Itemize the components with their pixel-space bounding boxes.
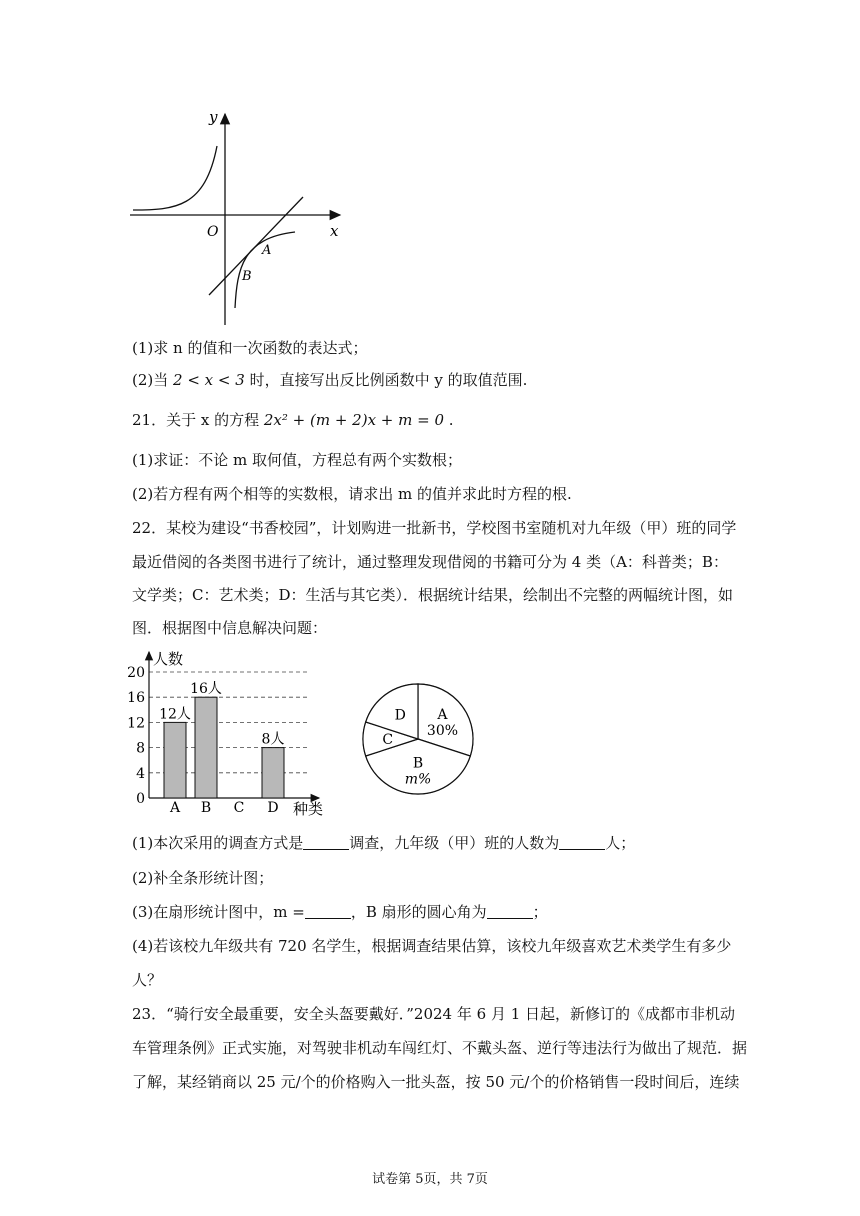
q21-stem: 21．关于 x 的方程 2x² + (m + 2)x + m = 0 . <box>132 411 454 429</box>
q22-stem-line4: 图．根据图中信息解决问题： <box>132 619 328 637</box>
q22-part4-line1: (4)若该校九年级共有 720 名学生，根据调查结果估算，该校九年级喜欢艺术类学生有多少 <box>132 937 732 955</box>
q22-part2: (2)补全条形统计图； <box>132 869 274 887</box>
y-tick-label: 4 <box>136 765 145 782</box>
q21-part1: (1)求证：不论 m 取何值，方程总有两个实数根； <box>132 451 463 469</box>
bar <box>262 748 284 798</box>
answer-blank-survey-type[interactable] <box>303 835 349 850</box>
answer-blank-angle[interactable] <box>487 904 533 919</box>
x-tick-label: B <box>200 800 212 816</box>
pie-slice-label: A <box>437 707 448 724</box>
hyperbola-left-branch <box>133 146 217 210</box>
x-tick-label: A <box>169 800 181 816</box>
bar-data-label: 16人 <box>190 681 222 698</box>
y-tick-label: 0 <box>136 791 145 807</box>
pie-chart <box>358 679 478 799</box>
y-tick-label: 16 <box>127 690 145 707</box>
x-tick-label: D <box>267 800 279 816</box>
pie-slice-label: B <box>412 755 424 772</box>
q20-part1: (1)求 n 的值和一次函数的表达式； <box>132 339 368 357</box>
point-a-label: A <box>262 243 272 258</box>
q23-line2: 车管理条例》正式实施，对驾驶非机动车闯红灯、不戴头盔、逆行等违法行为做出了规范．据 <box>132 1039 748 1057</box>
bar-data-label: 12人 <box>159 706 191 723</box>
y-tick-label: 8 <box>136 740 145 757</box>
pie-slice-label: C <box>382 732 394 748</box>
bar <box>195 697 217 798</box>
x-tick-label: C <box>233 800 245 816</box>
linear-function-line <box>209 197 303 295</box>
y-axis-label: y <box>209 108 218 126</box>
bar-data-label: 8人 <box>261 731 285 748</box>
q22-stem-line3: 文学类；C：艺术类；D：生活与其它类）．根据统计结果，绘制出不完整的两幅统计图，如 <box>132 586 734 604</box>
page-footer: 试卷第 5页，共 7页 <box>372 1172 488 1187</box>
q23-line3: 了解，某经销商以 25 元/个的价格购入一批头盔，按 50 元/个的价格销售一段时间后，连续 <box>132 1073 740 1091</box>
q21-part2: (2)若方程有两个相等的实数根，请求出 m 的值并求此时方程的根. <box>132 485 572 503</box>
pie-slice-value: 30% <box>426 723 459 740</box>
q22-part1: (1)本次采用的调查方式是 调查，九年级（甲）班的人数为 人； <box>132 834 636 852</box>
bar <box>164 722 186 798</box>
q22-stem-line1: 22．某校为建设“书香校园”，计划购进一批新书，学校图书室随机对九年级（甲）班的同学 <box>132 519 737 537</box>
q22-part3: (3)在扇形统计图中，m = ，B 扇形的圆心角为 ； <box>132 903 548 921</box>
y-tick-label: 12 <box>127 715 145 732</box>
answer-blank-class-size[interactable] <box>559 835 605 850</box>
q22-part4-line2: 人？ <box>132 971 163 989</box>
q20-part2: (2)当 2 < x < 3 时，直接写出反比例函数中 y 的取值范围. <box>132 371 528 389</box>
q23-line1: 23．“骑行安全最重要，安全头盔要戴好．”2024 年 6 月 1 日起，新修订的《成都市非机动 <box>132 1005 736 1023</box>
q22-stem-line2: 最近借阅的各类图书进行了统计，通过整理发现借阅的书籍可分为 4 类（A：科普类；B： <box>132 553 728 571</box>
bar-y-axis-title: 人数 <box>153 650 184 668</box>
origin-label: O <box>207 224 219 240</box>
answer-blank-m[interactable] <box>305 904 351 919</box>
bar-x-axis-title: 种类 <box>293 800 324 816</box>
x-axis-label: x <box>330 222 339 240</box>
bar-chart <box>125 646 335 816</box>
q20-math: 2 < x < 3 <box>173 371 245 389</box>
pie-slice-label: D <box>394 707 406 724</box>
point-b-label: B <box>242 269 252 284</box>
q21-equation: 2x² + (m + 2)x + m = 0 <box>263 411 445 429</box>
pie-slice-value: m% <box>404 771 432 788</box>
y-tick-label: 20 <box>127 665 145 681</box>
function-graph <box>125 108 355 328</box>
